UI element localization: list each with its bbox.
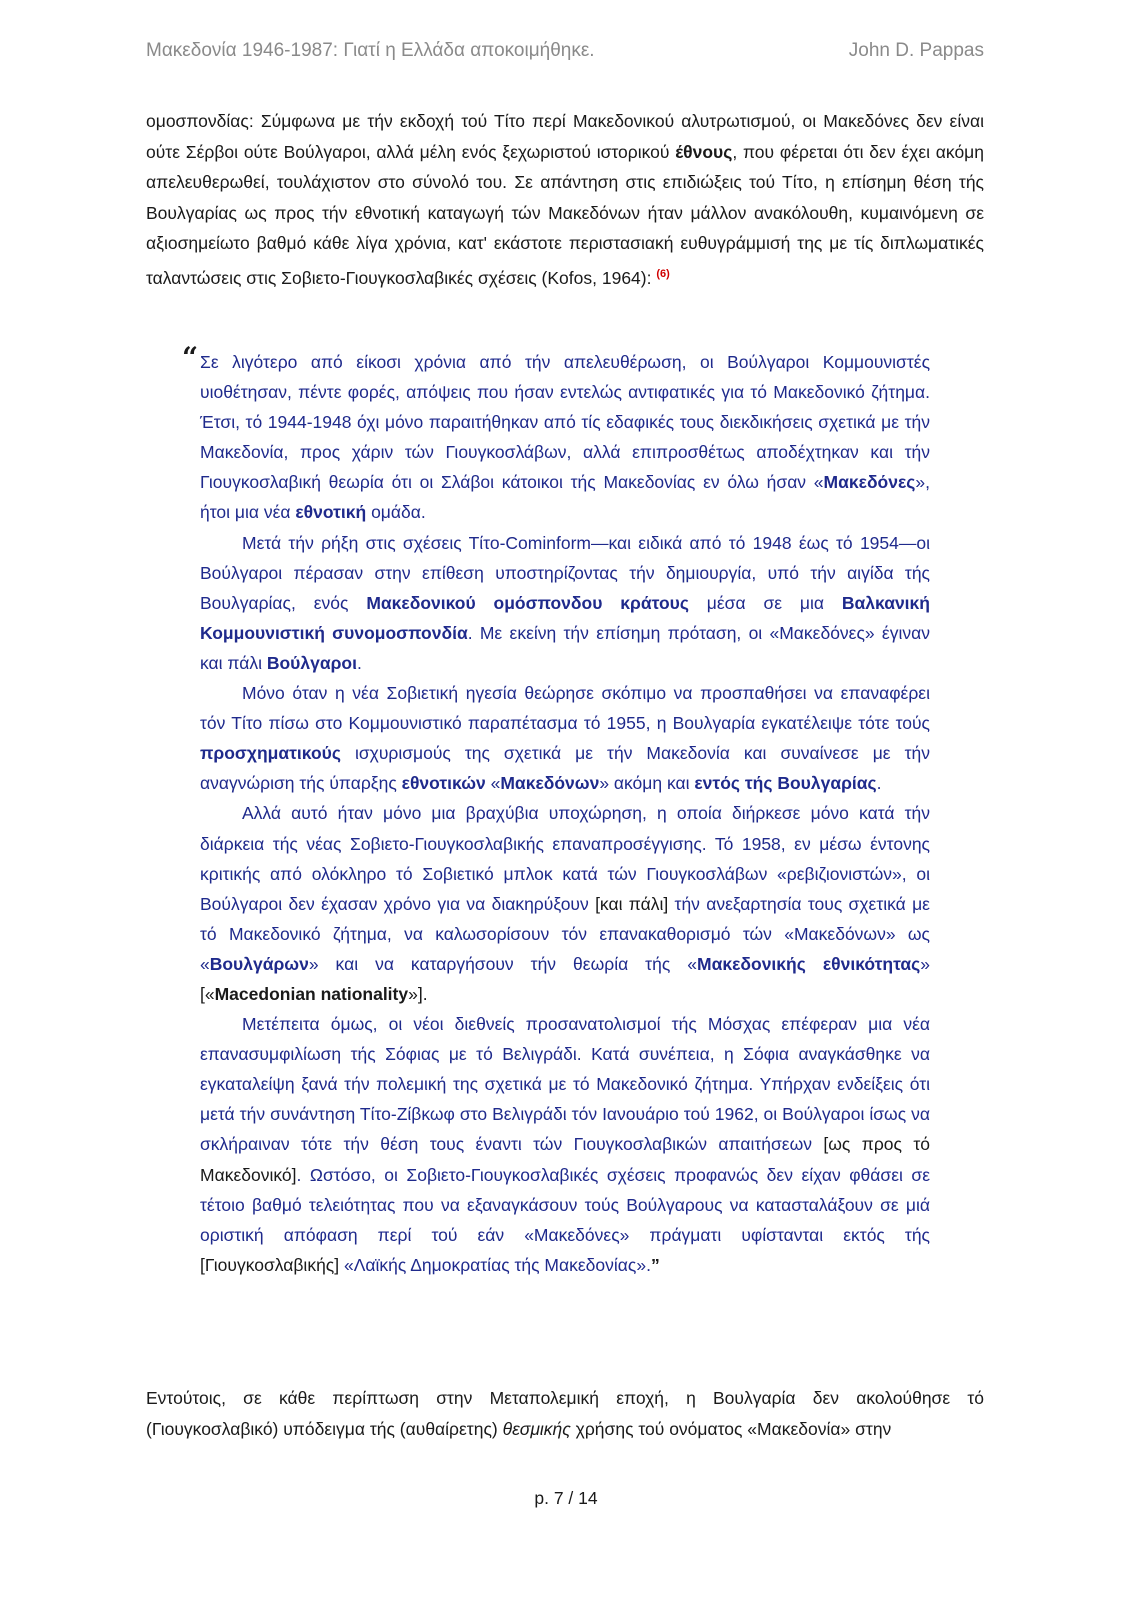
bold-term: προσχηματικούς — [200, 743, 341, 764]
text-run: Μόνο όταν η νέα Σοβιετική ηγεσία θεώρησε σκόπιμο να προσπαθήσει να επαναφέρει τόν Τίτο πίσω στο Κομμουνιστικό παραπέτασμα τό 1955, η Βουλγαρία εγκατέλειψε τότε τούς — [200, 683, 930, 734]
text-run: . Ωστόσο, οι Σοβιετο-Γιουγκοσλαβικές σχέσεις προφανώς δεν είχαν φθάσει σε τέτοιο βαθμό τελειότητας που να εξαναγκάσουν τούς Βούλγαρους να κατασταλάξουν σε μιά οριστική απόφαση περί τού εάν «Μακεδόνες» πράγματι υφίστανται εκτός τής — [200, 1164, 930, 1245]
bold-term: έθνους — [675, 141, 733, 162]
bold-term: Μακεδονικής εθνικότητας — [697, 953, 921, 974]
bold-term: Βαλκανική Κομμουνιστική συνομοσπονδία — [200, 592, 930, 643]
quote-paragraph-1 — [146, 347, 930, 528]
open-quote-mark: “ — [182, 341, 199, 374]
text-run: » — [920, 953, 930, 974]
text-run: ισχυρισμούς της σχετικά με τήν Μακεδονία και συναίνεσε με τήν αναγνώριση τής ύπαρξης — [200, 743, 930, 794]
intro-paragraph — [146, 106, 984, 293]
quote-paragraph-2 — [146, 528, 930, 678]
editor-insert: [«Macedonian nationality»]. — [200, 983, 428, 1004]
header-author: John D. Pappas — [848, 40, 984, 61]
text-run: . Με εκείνη τήν επίσημη πρόταση, οι «Μακεδόνες» έγιναν και πάλι — [200, 622, 930, 673]
text-run: » ακόμη και — [599, 773, 695, 794]
page-number: p. 7 / 14 — [534, 1488, 598, 1508]
text-run: . — [876, 773, 882, 794]
footnote-reference[interactable]: (6) — [656, 267, 670, 280]
text-run: Μετά τήν ρήξη στις σχέσεις Τίτο-Cominform—και ειδικά από τό 1948 έως τό 1954—οι Βούλγαροι πέρασαν στην επίθεση υποστηρίζοντας τήν δημιουργία, υπό τήν αιγίδα τής Βουλγαρίας, ενός — [200, 532, 930, 613]
header-title: Μακεδονία 1946-1987: Γιατί η Ελλάδα αποκοιμήθηκε. — [146, 40, 595, 61]
editor-insert: [Γιουγκοσλαβικής] — [200, 1254, 340, 1275]
quote-paragraph-5 — [146, 1009, 930, 1280]
bold-term: εθνοτική — [295, 502, 367, 523]
text-run: μέσα σε μια — [688, 592, 842, 613]
editor-insert: [και πάλι] — [595, 893, 669, 914]
text-run: » και να καταργήσουν τήν θεωρία τής « — [308, 953, 697, 974]
text-run: «Λαϊκής Δημοκρατίας τής Μακεδονίας». — [339, 1254, 651, 1275]
close-quote-mark: ” — [650, 1254, 660, 1275]
bold-term: Μακεδόνες — [823, 472, 916, 493]
text-run: . — [356, 652, 362, 673]
bold-term: Μακεδονικού ομόσπονδου κράτους — [366, 592, 689, 613]
closing-paragraph — [146, 1383, 984, 1444]
italic-term: θεσμικής — [502, 1418, 571, 1439]
editor-insert: [ως προς τό Μακεδονικό] — [200, 1134, 930, 1185]
block-quote — [146, 341, 930, 1280]
bold-term: Βούλγαροι — [266, 652, 357, 673]
text-run: τήν ανεξαρτησία τους σχετικά με τό Μακεδονικό ζήτημα, να καλωσορίσουν τόν επανακαθορισμό τών «Μακεδόνων» ως « — [200, 893, 930, 974]
quote-paragraph-4 — [146, 798, 930, 1009]
text-run: χρήσης τού ονόματος «Μακεδονία» στην — [570, 1418, 892, 1439]
bold-term: Βουλγάρων — [209, 953, 309, 974]
text-run: ομάδα. — [366, 502, 426, 523]
text-run: , που φέρεται ότι δεν έχει ακόμη απελευθερωθεί, τουλάχιστον στο σύνολό του. Σε απάντηση στις επιδιώξεις τού Τίτο, η επίσημη θέση τής Βουλγαρίας ως προς τήν εθνοτική καταγωγή τών Μακεδόνων ήταν μάλλον ανακόλουθη, κυμαινόμενη σε αξιοσημείωτο βαθμό κάθε λίγα χρόνια, κατ' εκάστοτε περιστασιακή ευθυγράμμισή της με τίς διπλωματικές ταλαντώσεις στις Σοβιετο-Γιουγκοσλαβικές σχέσεις (Kofos, 1964): — [146, 141, 984, 288]
bold-term: Μακεδόνων — [500, 773, 600, 794]
text-run: Εντούτοις, σε κάθε περίπτωση στην Μεταπολεμική εποχή, η Βουλγαρία δεν ακολούθησε τό (Γιουγκοσλαβικό) υπόδειγμα τής (αυθαίρετης) — [146, 1388, 984, 1439]
bold-term: εντός τής Βουλγαρίας — [694, 773, 877, 794]
text-run: », ήτοι μια νέα — [200, 472, 930, 523]
bold-term: εθνοτικών — [401, 773, 486, 794]
text-run: Σε λιγότερο από είκοσι χρόνια από τήν απελευθέρωση, οι Βούλγαροι Κομμουνιστές υιοθέτησαν, πέντε φορές, απόψεις που ήσαν εντελώς αντιφατικές για τό Μακεδονικό ζήτημα. Έτσι, τό 1944-1948 όχι μόνο παραιτήθηκαν από τίς εδαφικές τους διεκδικήσεις σχετικά με τήν Μακεδονία, προς χάριν τών Γιουγκοσλάβων, αλλά επιπροσθέτως αποδέχτηκαν και τήν Γιουγκοσλαβική θεωρία ότι οι Σλάβοι κάτοικοι τής Μακεδονίας εν όλω ήσαν « — [200, 352, 930, 493]
page-header — [146, 40, 984, 70]
text-run: « — [485, 773, 501, 794]
quote-paragraph-3 — [146, 678, 930, 798]
text-run: Μετέπειτα όμως, οι νέοι διεθνείς προσανατολισμοί τής Μόσχας επέφεραν μια νέα επανασυμφιλίωση τής Σόφιας με τό Βελιγράδι. Κατά συνέπεια, η Σόφια αναγκάσθηκε να εγκαταλείψη ξανά τήν πολεμική της σχετικά με τό Μακεδονικό ζήτημα. Υπήρχαν ενδείξεις ότι μετά τήν συνάντηση Τίτο-Ζίβκωφ στο Βελιγράδι τόν Ιανουάριο τού 1962, οι Βούλγαροι ίσως να σκλήραιναν τότε τήν θέση τους έναντι τών Γιουγκοσλαβικών απαιτήσεων — [200, 1014, 930, 1155]
text-run: Αλλά αυτό ήταν μόνο μια βραχύβια υποχώρηση, η οποία διήρκεσε μόνο κατά τήν διάρκεια τής νέας Σοβιετο-Γιουγκοσλαβικής επαναπροσέγγισης. Τό 1958, εν μέσω έντονης κριτικής από ολόκληρο τό Σοβιετικό μπλοκ κατά τών Γιουγκοσλάβων «ρεβιζιονιστών», οι Βούλγαροι δεν έχασαν χρόνο για να διακηρύξουν — [200, 803, 930, 914]
bold-term: Macedonian nationality — [214, 983, 409, 1004]
text-run: ομοσπονδίας: Σύμφωνα με τήν εκδοχή τού Τίτο περί Μακεδονικού αλυτρωτισμού, οι Μακεδόνες δεν είναι ούτε Σέρβοι ούτε Βούλγαροι, αλλά μέλη ενός ξεχωριστού ιστορικού — [146, 111, 984, 162]
